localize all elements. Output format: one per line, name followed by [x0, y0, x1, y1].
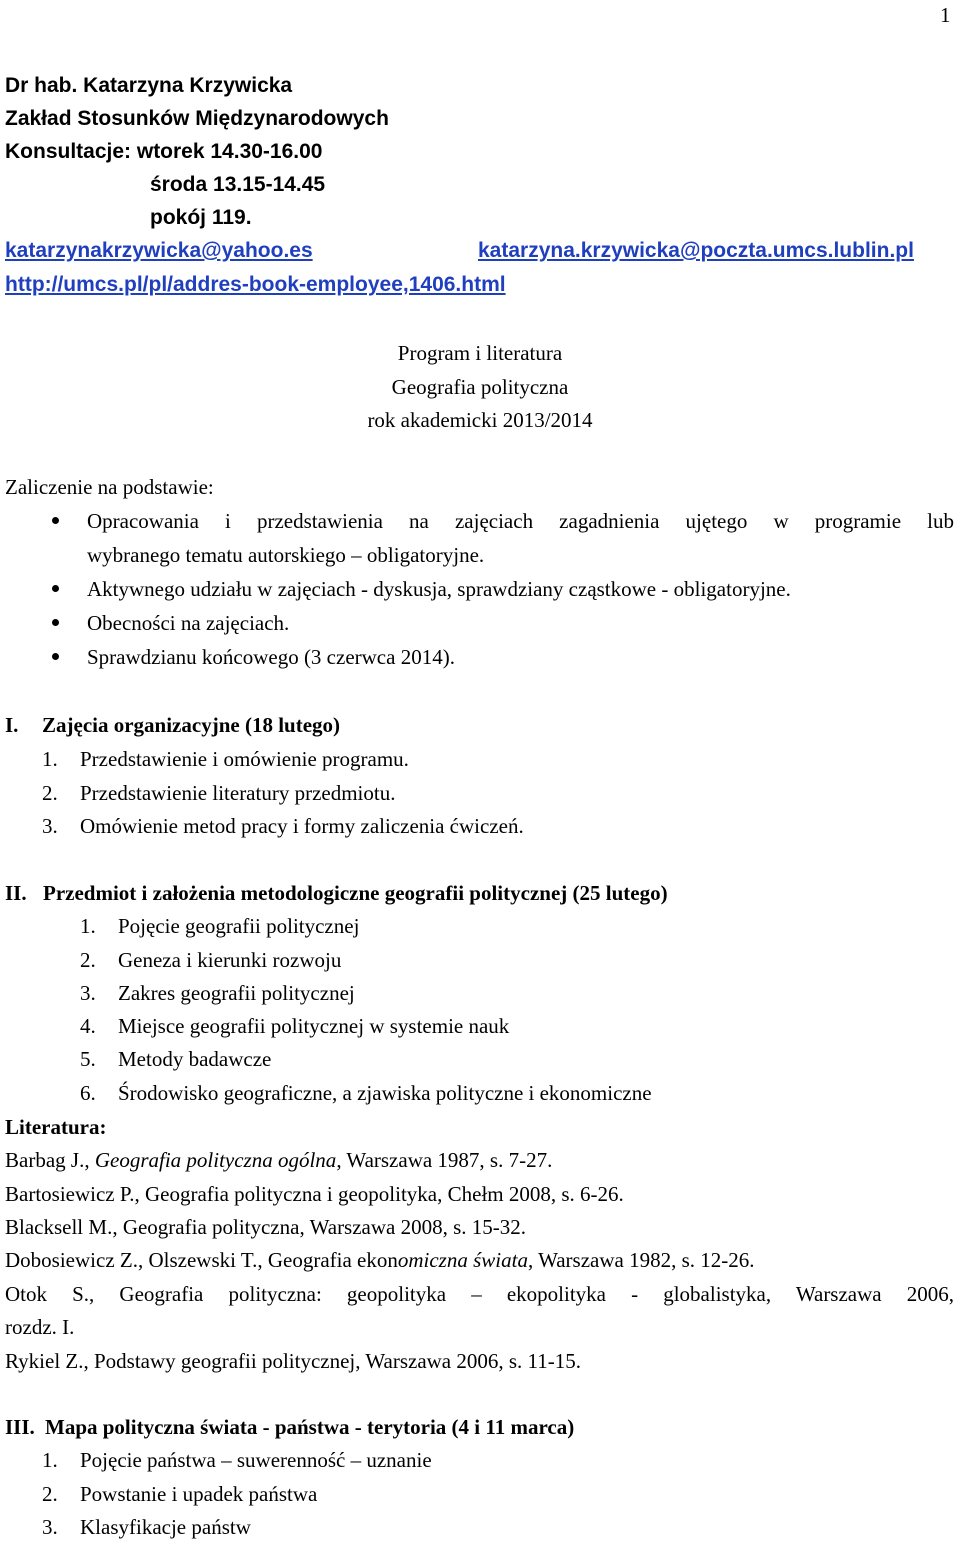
list-item-number: 2. [42, 781, 58, 805]
list-item: Klasyfikacje państw [80, 1515, 251, 1539]
literature-title: Geografia polityczna ogólna [94, 1148, 337, 1172]
list-item-number: 6. [80, 1081, 96, 1105]
list-item-number: 3. [42, 1515, 58, 1539]
list-item: Powstanie i upadek państwa [80, 1482, 318, 1506]
page-number: 1 [940, 3, 951, 27]
list-item-number: 3. [42, 814, 58, 838]
list-item-number: 1. [80, 914, 96, 938]
section-3-numeral: III. [5, 1415, 35, 1439]
email-link-yahoo[interactable]: katarzynakrzywicka@yahoo.es [5, 239, 313, 262]
section-3-heading: Mapa polityczna świata - państwa - terytoria (4 i 11 marca) [45, 1415, 575, 1439]
literature-heading: Literatura: [5, 1115, 107, 1139]
literature-title-italic: omiczna świata [397, 1248, 528, 1272]
list-item: Omówienie metod pracy i formy zaliczenia ćwiczeń. [80, 814, 524, 838]
list-item: Pojęcie geografii politycznej [118, 914, 360, 938]
author-name: Dr hab. Katarzyna Krzywicka [5, 74, 293, 97]
bullet-icon [52, 653, 59, 660]
credit-item-3: Obecności na zajęciach. [87, 611, 290, 635]
department-name: Zakład Stosunków Międzynarodowych [5, 107, 389, 130]
literature-entry [5, 1147, 552, 1173]
profile-url-link[interactable]: http://umcs.pl/pl/addres-book-employee,1406.html [5, 273, 506, 296]
email-link-umcs[interactable]: katarzyna.krzywicka@poczta.umcs.lublin.pl [478, 239, 914, 262]
list-item: Miejsce geografii politycznej w systemie nauk [118, 1014, 510, 1038]
credit-item-1-line-2: wybranego tematu autorskiego – obligatoryjne. [87, 543, 485, 567]
list-item: Przedstawienie i omówienie programu. [80, 747, 409, 771]
list-item-number: 1. [42, 747, 58, 771]
consultation-hours: Konsultacje: wtorek 14.30-16.00 [5, 140, 323, 163]
literature-entry [5, 1247, 755, 1273]
bullet-icon [52, 585, 59, 592]
bullet-icon [52, 619, 59, 626]
literature-author-title: Dobosiewicz Z., Olszewski T., Geografia ekon [5, 1248, 398, 1272]
literature-entry: Rykiel Z., Podstawy geografii politycznej, Warszawa 2006, s. 11-15. [5, 1349, 582, 1373]
list-item-number: 2. [80, 948, 96, 972]
bullet-icon [52, 517, 59, 524]
list-item: Geneza i kierunki rozwoju [118, 948, 342, 972]
consultation-hours-2: środa 13.15-14.45 [150, 173, 326, 196]
literature-entry: Bartosiewicz P., Geografia polityczna i geopolityka, Chełm 2008, s. 6-26. [5, 1182, 624, 1206]
credit-item-2: Aktywnego udziału w zajęciach - dyskusja, sprawdziany cząstkowe - obligatoryjne. [87, 577, 791, 601]
title-line-3: rok akademicki 2013/2014 [367, 408, 593, 432]
literature-details: , Warszawa 1982, s. 12-26. [527, 1248, 755, 1272]
section-2-numeral: II. [5, 881, 27, 905]
list-item-number: 3. [80, 981, 96, 1005]
literature-details: , Warszawa 1987, s. 7-27. [336, 1148, 553, 1172]
list-item: Zakres geografii politycznej [118, 981, 355, 1005]
list-item-number: 1. [42, 1448, 58, 1472]
list-item: Środowisko geograficzne, a zjawiska polityczne i ekonomiczne [118, 1081, 652, 1105]
section-2-heading: Przedmiot i założenia metodologiczne geografii politycznej (25 lutego) [43, 881, 668, 905]
section-1-heading: Zajęcia organizacyjne (18 lutego) [42, 713, 341, 737]
title-line-2: Geografia polityczna [391, 375, 569, 399]
list-item: Przedstawienie literatury przedmiotu. [80, 781, 396, 805]
credit-item-1-line-1: Opracowania i przedstawienia na zajęciach zagadnienia ujętego w programie lub [87, 509, 954, 533]
literature-entry: Blacksell M., Geografia polityczna, Warszawa 2008, s. 15-32. [5, 1215, 527, 1239]
list-item: Metody badawcze [118, 1047, 272, 1071]
list-item-number: 4. [80, 1014, 96, 1038]
literature-entry: Otok S., Geografia polityczna: geopolityka – ekopolityka - globalistyka, Warszawa 2006, [5, 1282, 954, 1306]
list-item-number: 2. [42, 1482, 58, 1506]
list-item-number: 5. [80, 1047, 96, 1071]
section-1-numeral: I. [5, 713, 19, 737]
literature-entry-continued: rozdz. I. [5, 1315, 75, 1339]
office-room: pokój 119. [150, 206, 252, 229]
credit-item-4: Sprawdzianu końcowego (3 czerwca 2014). [87, 645, 455, 669]
title-line-1: Program i literatura [397, 341, 563, 365]
literature-author: Barbag J., [5, 1148, 95, 1172]
list-item: Pojęcie państwa – suwerenność – uznanie [80, 1448, 432, 1472]
credit-heading: Zaliczenie na podstawie: [5, 475, 214, 499]
